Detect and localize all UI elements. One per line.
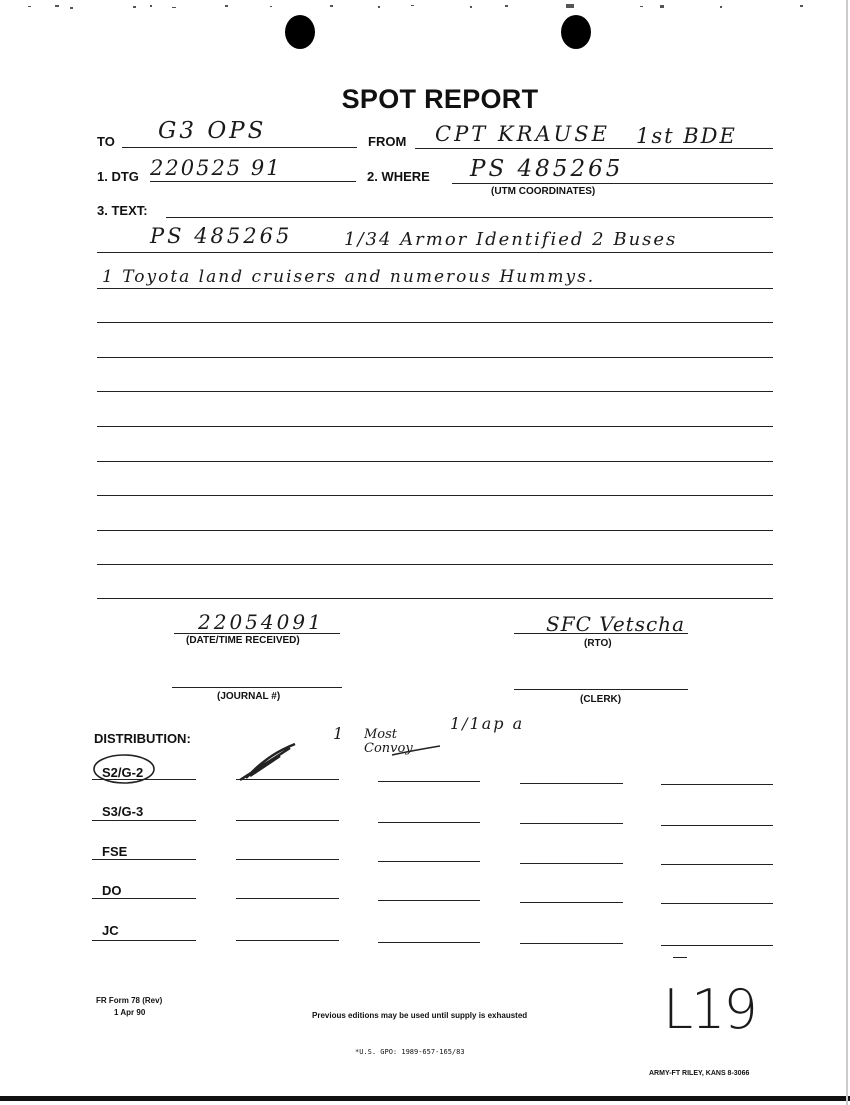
dist-line-5-3	[378, 942, 480, 943]
dist-line-5-2	[236, 940, 339, 941]
text-line-7	[97, 461, 773, 462]
dist-row-label-do: DO	[102, 883, 122, 898]
to-line	[122, 147, 357, 148]
rto-line	[514, 633, 688, 634]
dtg-value: 220525 91	[150, 156, 282, 180]
dist-line-1-5	[661, 784, 773, 785]
distribution-label: DISTRIBUTION:	[94, 731, 191, 746]
dist-row-label-jc: JC	[102, 923, 119, 938]
from-value: CPT KRAUSE	[435, 122, 610, 146]
dist-line-3-2	[236, 859, 339, 860]
text-line2: 1 Toyota land cruisers and numerous Hummys.	[102, 267, 596, 287]
stray-dash	[673, 957, 687, 958]
gpo-imprint: *U.S. GPO: 1989-657-165/83	[355, 1048, 465, 1056]
scan-bottom-edge	[0, 1096, 850, 1101]
where-label: 2. WHERE	[367, 169, 430, 184]
dist-line-4-1	[92, 898, 196, 899]
dist-line-4-5	[661, 903, 773, 904]
dist-line-3-4	[520, 863, 623, 864]
dist-line-4-3	[378, 900, 480, 901]
dist-line-1-1	[92, 779, 196, 780]
text-line-2	[97, 288, 773, 289]
journal-caption: (JOURNAL #)	[217, 691, 281, 702]
dist-row-label-fse: FSE	[102, 844, 128, 859]
text-line-0	[166, 217, 773, 218]
dist-line-1-3	[378, 781, 480, 782]
where-line	[452, 183, 773, 184]
journal-line	[172, 687, 342, 688]
dist-row-label-s2g2: S2/G-2	[102, 765, 144, 780]
dist-note-1: 1	[333, 724, 344, 743]
scan-right-edge	[846, 0, 848, 1105]
dist-line-5-1	[92, 940, 196, 941]
from-unit-value: 1st BDE	[636, 124, 737, 148]
dist-line-2-5	[661, 825, 773, 826]
printer-imprint: ARMY-FT RILEY, KANS 8-3066	[649, 1070, 750, 1077]
to-value: G3 OPS	[158, 118, 267, 144]
form-title: SPOT REPORT	[341, 84, 539, 114]
from-label: FROM	[368, 134, 407, 149]
date-received-caption: (DATE/TIME RECEIVED)	[186, 635, 300, 646]
dist-line-3-3	[378, 861, 480, 862]
dist-line-2-1	[92, 820, 196, 821]
form-number: FR Form 78 (Rev)	[96, 996, 163, 1005]
rto-caption: (RTO)	[584, 638, 612, 649]
dtg-line	[150, 181, 356, 182]
text-line-10	[97, 564, 773, 565]
where-value: PS 485265	[470, 156, 624, 182]
date-received-value: 22054091	[198, 610, 324, 634]
text-line1-grid: PS 485265	[150, 224, 293, 248]
dist-line-3-5	[661, 864, 773, 865]
text-line-9	[97, 530, 773, 531]
dtg-label: 1. DTG	[97, 169, 139, 184]
to-label: TO	[97, 134, 115, 149]
dist-line-1-2	[236, 779, 339, 780]
dist-line-5-5	[661, 945, 773, 946]
dist-row-label-s3g3: S3/G-3	[102, 804, 144, 819]
dist-line-2-3	[378, 822, 480, 823]
dist-line-4-4	[520, 902, 623, 903]
scan-noise	[0, 4, 850, 10]
text-line-5	[97, 391, 773, 392]
dist-line-3-1	[92, 859, 196, 860]
dist-line-1-4	[520, 783, 623, 784]
clerk-caption: (CLERK)	[580, 694, 622, 705]
clerk-line	[514, 689, 688, 690]
text-line1-body: 1/34 Armor Identified 2 Buses	[344, 229, 678, 250]
dist-line-2-2	[236, 820, 339, 821]
from-line	[415, 148, 773, 149]
rto-signature: SFC Vetscha	[546, 612, 685, 636]
text-line-3	[97, 322, 773, 323]
text-line-1	[97, 252, 773, 253]
text-line-4	[97, 357, 773, 358]
dist-note-2: Most Convoy	[364, 727, 413, 756]
text-line-8	[97, 495, 773, 496]
previous-editions-note: Previous editions may be used until supply is exhausted	[312, 1011, 528, 1020]
dist-line-5-4	[520, 943, 623, 944]
date-received-line	[174, 633, 340, 634]
text-label: 3. TEXT:	[97, 203, 148, 218]
dist-line-4-2	[236, 898, 339, 899]
punch-hole-right	[561, 15, 591, 49]
punch-hole-left	[285, 15, 315, 49]
form-date: 1 Apr 90	[114, 1008, 146, 1017]
dist-note-3: 1/1ap a	[450, 714, 525, 733]
dist-line-2-4	[520, 823, 623, 824]
text-line-11	[97, 598, 773, 599]
text-line-6	[97, 426, 773, 427]
page-number: L19	[663, 978, 756, 1041]
utm-caption: (UTM COORDINATES)	[491, 186, 596, 197]
